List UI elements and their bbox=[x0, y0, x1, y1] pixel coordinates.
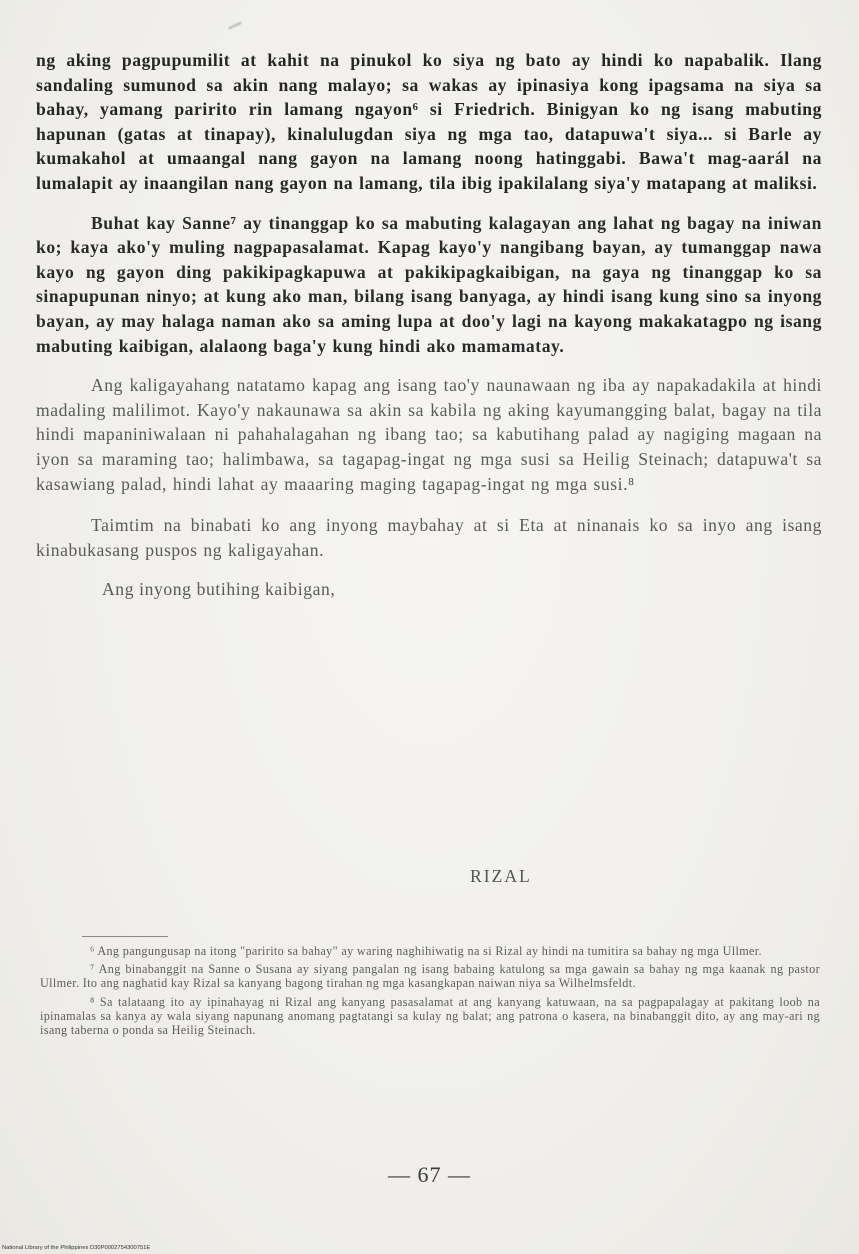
letter-closing: Ang inyong butihing kaibigan, bbox=[102, 579, 336, 600]
footnotes bbox=[40, 944, 820, 1041]
footnote-divider bbox=[82, 936, 168, 937]
footnote-7: ⁷ Ang binabanggit na Sanne o Susana ay siyang pangalan ng isang babaing katulong sa mga gawain sa bahay ng mga kaanak ng pastor Ullmer. Ito ang naghatid kay Rizal sa kanyang bagong tirahan ng mga kasangkapan naiwan niya sa Wilhelmsfeldt. bbox=[40, 962, 820, 991]
page-mark bbox=[228, 21, 242, 30]
page-number: — 67 — bbox=[388, 1162, 471, 1187]
paragraph-3: Ang kaligayahang natatamo kapag ang isang tao'y naunawaan ng iba ay napakadakila at hindi madaling malilimot. Kayo'y nakaunawa sa akin sa kabila ng aking kayumangging balat, bagay na tila hindi mapaniniwalaan ni pahahalagahan ng ibang tao; sa kabutihang palad ay nagiging magaan na iyon sa maraming tao; halimbawa, sa tagapag-ingat ng mga susi sa Heilig Steinach; datapuwa't sa kasawiang palad, hindi lahat ay maaaring maging tagapag-ingat ng mga susi.⁸ bbox=[36, 375, 822, 494]
paragraph-1: ng aking pagpupumilit at kahit na pinukol ko siya ng bato ay hindi ko napabalik. Ilang sandaling sumunod sa akin nang malayo; sa wakas ay ipinasiya kong ipagsama na siya sa bahay, yamang paririto rin lamang ngayon⁶ si Friedrich. Binigyan ko ng isang mabuting hapunan (gatas at tinapay), kinalulugdan siya ng mga tao, datapuwa't siya... si Barle ay kumakahol at umaangal nang gayon na lamang noong hatinggabi. Bawa't mag-aarál na lumalapit ay inaangilan nang gayon na lamang, tila ibig ipakilalang siya'y matapang at maliksi. bbox=[36, 50, 822, 193]
footnote-6: ⁶ Ang pangungusap na itong "paririto sa bahay" ay waring naghihiwatig na si Rizal ay hindi na tumitira sa bahay ng mga Ullmer. bbox=[90, 944, 762, 958]
paragraph-2: Buhat kay Sanne⁷ ay tinanggap ko sa mabuting kalagayan ang lahat ng bagay na iniwan ko; kaya ako'y muling nagpapasalamat. Kapag kayo'y nangibang bayan, ay tumanggap nawa kayo ng gayon ding pakikipagkapuwa at pakikipagkaibigan, na gaya ng tinanggap ko sa sinapupunan ninyo; at kung ako man, bilang isang banyaga, ay hindi isang kung sino sa inyong bayan, ay may halaga naman ako sa aming lupa at doo'y lagi na kayong makakatagpo ng isang mabuting kaibigan, alalaong baga'y kung hindi ako mamamatay. bbox=[36, 212, 822, 356]
library-credit: National Library of the Philippines D30P0002754300751E bbox=[2, 1245, 151, 1251]
letter-signature: RIZAL bbox=[470, 866, 532, 886]
footnote-8: ⁸ Sa talataang ito ay ipinahayag ni Rizal ang kanyang pasasalamat at ang kanyang katuwaan, na sa pagpapalagay at pakitang loob na ipinamalas sa kanya ay wala siyang napunang anomang pagtatangi sa kulay ng balat; ang patrona o kasera, na binabanggit dito, ay ang may-ari ng isang taberna o ponda sa Heilig Steinach. bbox=[40, 994, 820, 1038]
paragraph-4: Taimtim na binabati ko ang inyong maybahay at si Eta at ninanais ko sa inyo ang isang kinabukasang puspos ng kaligayahan. bbox=[36, 515, 822, 560]
letter-body bbox=[36, 48, 822, 600]
